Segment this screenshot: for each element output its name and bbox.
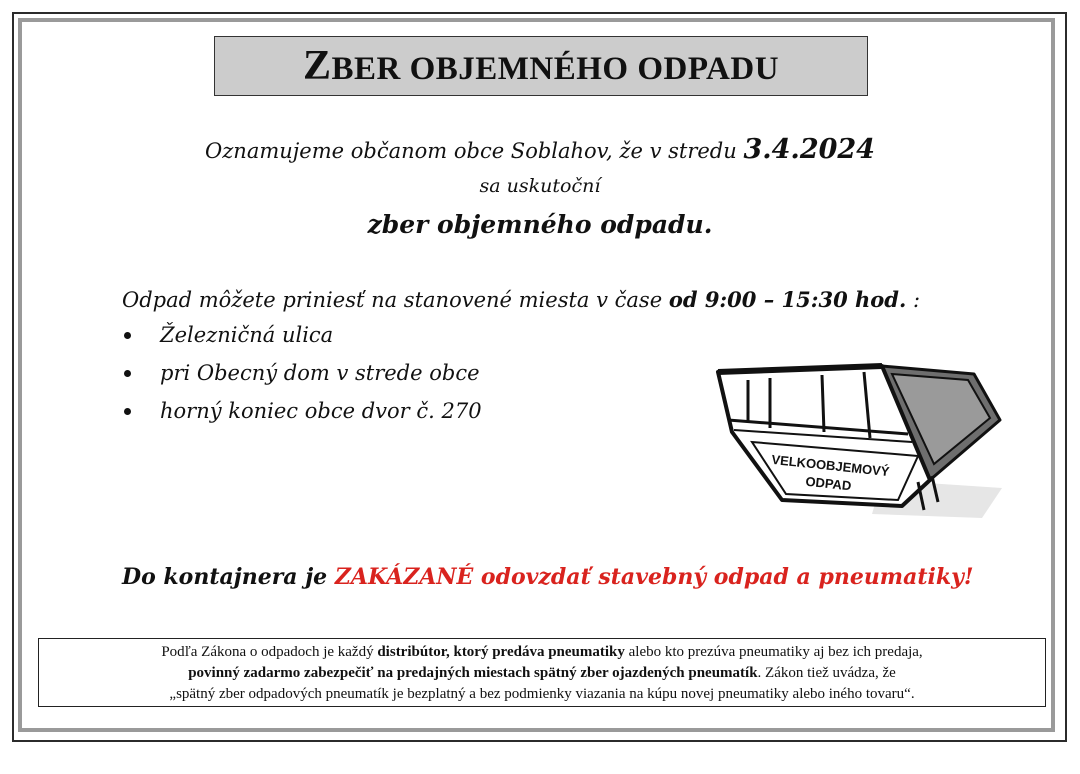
prohibited-waste-warning bbox=[122, 564, 974, 590]
location-label: horný koniec obce dvor č. 270 bbox=[160, 399, 482, 423]
list-item bbox=[122, 358, 482, 396]
location-label: Železničná ulica bbox=[160, 323, 334, 347]
announcement-line2: sa uskutoční bbox=[479, 175, 601, 197]
bullet-icon bbox=[124, 332, 131, 339]
collection-time: od 9:00 – 15:30 hod. bbox=[668, 287, 907, 312]
bullet-icon bbox=[124, 370, 131, 377]
title-first-letter: Z bbox=[302, 43, 332, 89]
title-rest: BER OBJEMNÉHO ODPADU bbox=[331, 51, 780, 87]
warning-prefix: Do kontajnera je bbox=[122, 564, 335, 590]
legal-notice bbox=[38, 638, 1046, 707]
announcement-line1-text: Oznamujeme občanom obce Soblahov, že v stredu bbox=[205, 139, 744, 163]
location-list bbox=[122, 320, 482, 434]
event-date: 3.4.2024 bbox=[743, 134, 875, 165]
announcement-heading: zber objemného odpadu. bbox=[367, 210, 713, 239]
bullet-icon bbox=[124, 408, 131, 415]
collection-time-info bbox=[122, 287, 920, 312]
location-label: pri Obecný dom v strede obce bbox=[160, 361, 480, 385]
legal-p1: Podľa Zákona o odpadoch je každý bbox=[161, 644, 378, 660]
list-item bbox=[122, 320, 482, 358]
legal-p3-bold: povinný zadarmo zabezpečiť na predajných miestach spätný zber ojazdených pneumatík bbox=[188, 665, 758, 681]
title-box bbox=[214, 36, 868, 96]
legal-p1-bold: distribútor, ktorý predáva pneumatiky bbox=[377, 644, 625, 660]
info-intro: Odpad môžete priniesť na stanovené miesta v čase bbox=[122, 288, 669, 312]
announcement-line1 bbox=[0, 134, 1080, 165]
legal-p5: „spätný zber odpadových pneumatík je bezplatný a bez podmienky viazania na kúpu novej pneumatiky alebo iného tovaru“. bbox=[169, 686, 915, 702]
list-item bbox=[122, 396, 482, 434]
legal-p4: . Zákon tiež uvádza, že bbox=[757, 665, 896, 681]
dumpster-illustration bbox=[712, 360, 1012, 532]
info-suffix: : bbox=[906, 288, 921, 312]
container-label-line1: VELKOOBJEMOVÝ bbox=[770, 451, 891, 480]
container-label-line2: ODPAD bbox=[804, 473, 853, 494]
warning-red-text: ZAKÁZANÉ odovzdať stavebný odpad a pneumatiky! bbox=[334, 564, 974, 590]
page-title bbox=[303, 42, 779, 90]
legal-p2: alebo kto prezúva pneumatiky aj bez ich predaja, bbox=[624, 644, 923, 660]
